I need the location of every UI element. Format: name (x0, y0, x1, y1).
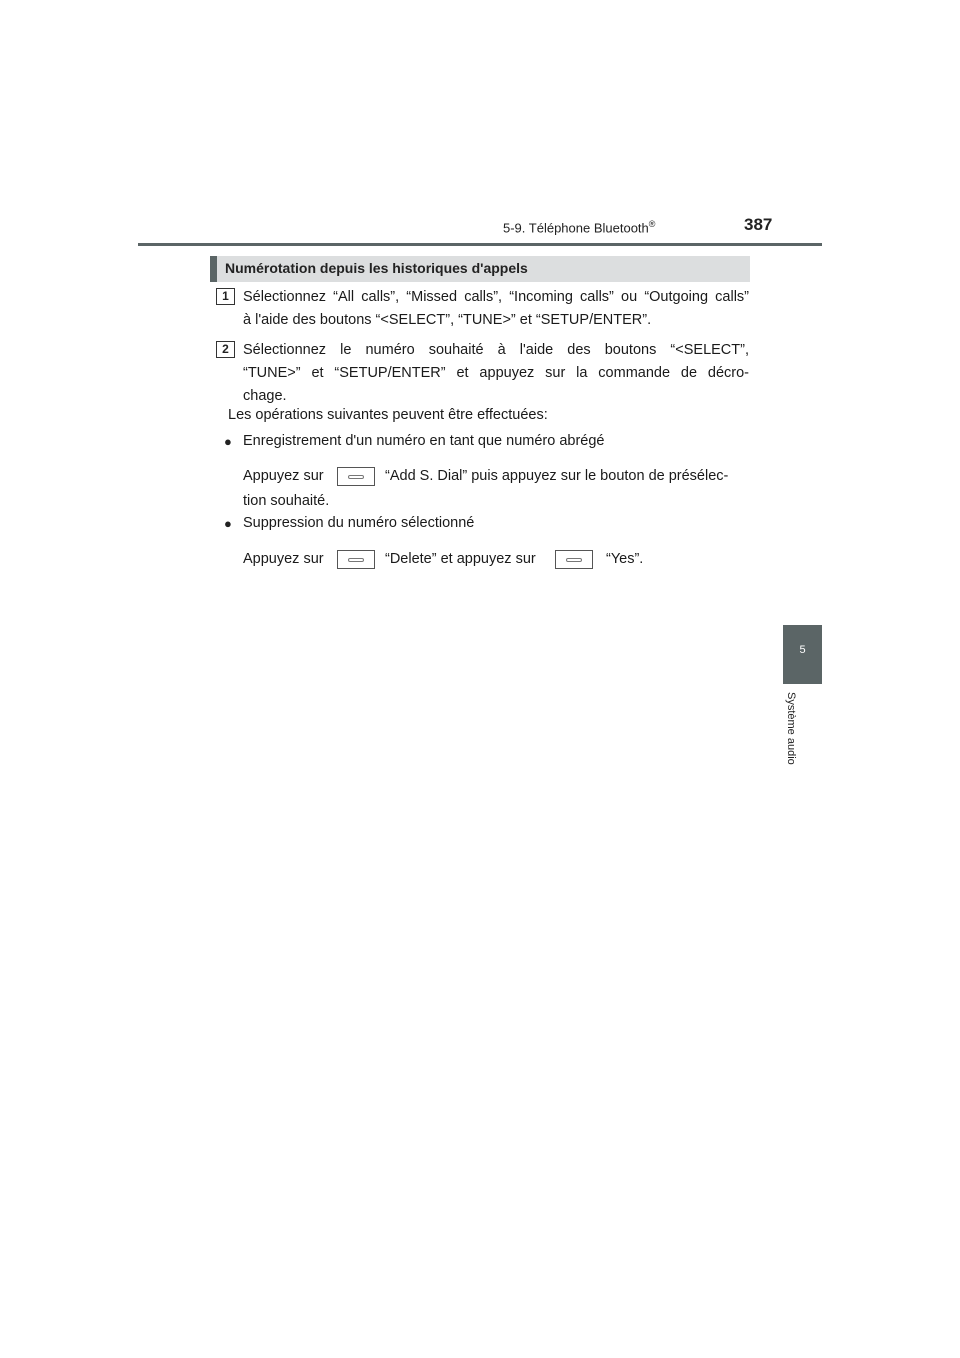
operation-1-continuation: tion souhaité. (243, 493, 330, 509)
chapter-label (770, 692, 824, 782)
section-header (210, 256, 750, 282)
operation-2-suffix: “Yes”. (606, 551, 644, 567)
step-text-2 (243, 339, 749, 408)
header-divider (138, 243, 822, 246)
step-text-1 (243, 286, 749, 332)
step-2-line-2: “TUNE>” et “SETUP/ENTER” et appuyez sur la commande de décro- (243, 365, 749, 381)
operation-2-action: “Delete” et appuyez sur (385, 551, 536, 567)
operation-1-title: Enregistrement d'un numéro en tant que numéro abrégé (243, 433, 605, 449)
registered-mark: ® (648, 219, 656, 229)
chapter-label-text: Système audio (785, 692, 797, 765)
step-number-2: 2 (216, 341, 235, 358)
chapter-tab (783, 625, 822, 684)
operations-intro: Les opérations suivantes peuvent être effectuées: (228, 407, 548, 423)
operation-2-title: Suppression du numéro sélectionné (243, 515, 475, 531)
header-section-title (503, 219, 655, 235)
step-number-1: 1 (216, 288, 235, 305)
soft-button-icon (555, 550, 593, 569)
step-1-line-2: à l'aide des boutons “<SELECT”, “TUNE>” et “SETUP/ENTER”. (243, 312, 652, 328)
operation-2-prefix: Appuyez sur (243, 551, 324, 567)
step-2-line-3: chage. (243, 388, 287, 404)
operation-1-prefix: Appuyez sur (243, 468, 324, 484)
soft-button-icon (337, 550, 375, 569)
bullet-icon: ● (224, 434, 232, 449)
bullet-icon: ● (224, 516, 232, 531)
step-2-line-1: Sélectionnez le numéro souhaité à l'aide des boutons “<SELECT”, (243, 342, 749, 358)
chapter-number: 5 (799, 644, 806, 656)
header-section-text: 5-9. Téléphone Bluetooth (503, 220, 649, 236)
page-number: 387 (744, 215, 773, 234)
soft-button-icon (337, 467, 375, 486)
step-1-line-1: Sélectionnez “All calls”, “Missed calls”, “Incoming calls” ou “Outgoing calls” (243, 289, 749, 305)
section-title: Numérotation depuis les historiques d'appels (225, 260, 528, 276)
operation-1-action: “Add S. Dial” puis appuyez sur le bouton de présélec- (385, 468, 729, 484)
